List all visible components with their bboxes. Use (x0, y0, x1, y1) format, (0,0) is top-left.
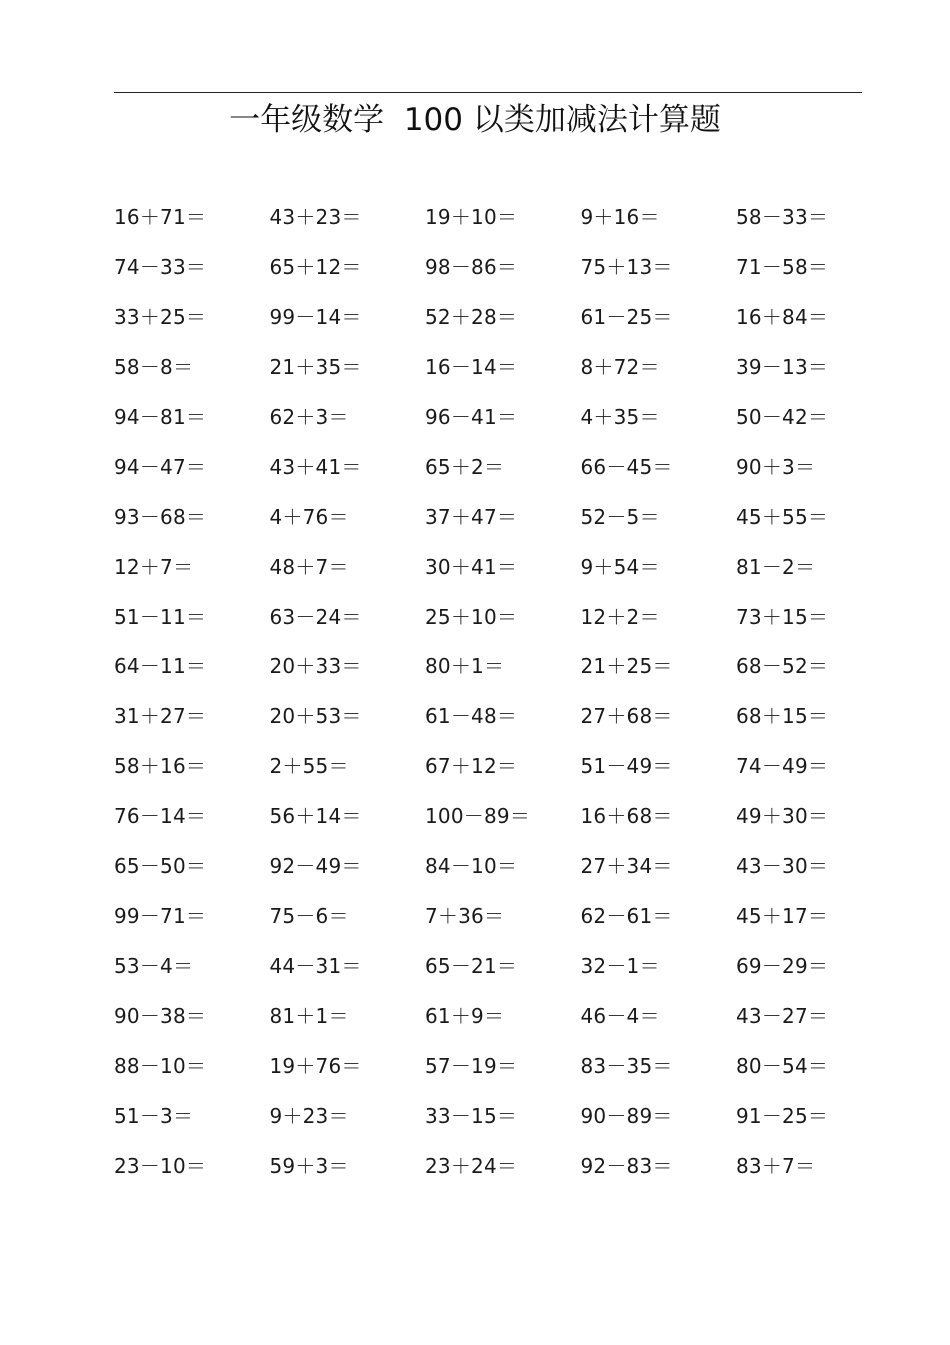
problem-item: 91－25＝ (736, 1103, 829, 1128)
problem-item: 57－19＝ (425, 1053, 518, 1078)
problem-item: 51－11＝ (114, 604, 207, 629)
problem-row (114, 450, 894, 500)
problem-item: 62＋3＝ (269, 404, 349, 429)
problem-row (114, 1149, 894, 1199)
problem-item: 39－13＝ (736, 354, 829, 379)
problem-item: 19＋76＝ (269, 1053, 362, 1078)
problem-item: 32－1＝ (580, 954, 660, 979)
problem-item: 58－8＝ (114, 354, 194, 379)
problem-row (114, 1099, 894, 1149)
problem-item: 74－49＝ (736, 754, 829, 779)
problem-item: 33－15＝ (425, 1103, 518, 1128)
problem-item: 100－89＝ (425, 804, 531, 829)
problem-row (114, 749, 894, 799)
problem-item: 2＋55＝ (269, 754, 349, 779)
problem-item: 68＋15＝ (736, 704, 829, 729)
problem-item: 16－14＝ (425, 354, 518, 379)
problem-item: 84－10＝ (425, 854, 518, 879)
problem-row (114, 500, 894, 550)
problem-item: 46－4＝ (580, 1004, 660, 1028)
problem-item: 43＋41＝ (269, 454, 362, 479)
problem-item: 52＋28＝ (425, 304, 518, 329)
problem-item: 9＋16＝ (580, 205, 660, 229)
problem-item: 93－68＝ (114, 504, 207, 529)
problem-item: 71－58＝ (736, 254, 829, 279)
problem-item: 58－33＝ (736, 205, 829, 229)
problem-item: 4＋76＝ (269, 504, 349, 529)
problem-item: 69－29＝ (736, 954, 829, 979)
problem-item: 68－52＝ (736, 654, 829, 679)
problem-item: 75－6＝ (269, 904, 349, 929)
problem-item: 27＋34＝ (580, 854, 673, 879)
problem-item: 67＋12＝ (425, 754, 518, 779)
problem-row (114, 649, 894, 699)
problem-item: 61＋9＝ (425, 1004, 505, 1028)
problem-row (114, 400, 894, 450)
problem-item: 48＋7＝ (269, 554, 349, 579)
problem-item: 65＋12＝ (269, 254, 362, 279)
problem-item: 23－10＝ (114, 1153, 207, 1178)
problem-item: 7＋36＝ (425, 904, 505, 929)
problem-item: 81＋1＝ (269, 1004, 349, 1028)
problem-item: 25＋10＝ (425, 604, 518, 629)
problem-item: 43－30＝ (736, 854, 829, 879)
problem-row (114, 699, 894, 749)
problem-item: 9＋23＝ (269, 1103, 349, 1128)
problem-row (114, 849, 894, 899)
problem-item: 44－31＝ (269, 954, 362, 979)
problem-item: 49＋30＝ (736, 804, 829, 829)
problem-row (114, 1049, 894, 1099)
problem-item: 53－4＝ (114, 954, 194, 979)
problem-row (114, 600, 894, 650)
problem-item: 8＋72＝ (580, 354, 660, 379)
problem-item: 12＋2＝ (580, 604, 660, 629)
problem-row (114, 949, 894, 999)
problem-item: 16＋84＝ (736, 304, 829, 329)
problem-item: 92－83＝ (580, 1153, 673, 1178)
problem-item: 76－14＝ (114, 804, 207, 829)
problem-row (114, 899, 894, 949)
problem-item: 61－25＝ (580, 304, 673, 329)
page-title: 一年级数学 100 以类加减法计算题 (229, 102, 721, 138)
problem-item: 65－21＝ (425, 954, 518, 979)
problem-item: 16＋71＝ (114, 205, 207, 229)
header-rule (114, 92, 862, 93)
problem-item: 64－11＝ (114, 654, 207, 679)
problem-item: 43－27＝ (736, 1004, 829, 1028)
problem-item: 65＋2＝ (425, 454, 505, 479)
problem-item: 23＋24＝ (425, 1153, 518, 1178)
problem-item: 45＋55＝ (736, 504, 829, 529)
problem-row (114, 799, 894, 849)
problem-item: 27＋68＝ (580, 704, 673, 729)
problem-item: 4＋35＝ (580, 404, 660, 429)
problem-row (114, 300, 894, 350)
problem-item: 74－33＝ (114, 254, 207, 279)
problem-item: 43＋23＝ (269, 205, 362, 229)
problem-item: 33＋25＝ (114, 304, 207, 329)
problem-row (114, 550, 894, 600)
problem-item: 19＋10＝ (425, 205, 518, 229)
problem-item: 99－14＝ (269, 304, 362, 329)
problem-item: 75＋13＝ (580, 254, 673, 279)
problem-item: 83－35＝ (580, 1053, 673, 1078)
problem-item: 9＋54＝ (580, 554, 660, 579)
problem-row (114, 250, 894, 300)
problem-item: 20＋53＝ (269, 704, 362, 729)
problem-item: 90－38＝ (114, 1004, 207, 1028)
problem-row (114, 350, 894, 400)
problem-item: 90＋3＝ (736, 454, 816, 479)
problem-item: 88－10＝ (114, 1053, 207, 1078)
problem-item: 59＋3＝ (269, 1153, 349, 1178)
problem-row (114, 200, 894, 250)
problem-item: 99－71＝ (114, 904, 207, 929)
problem-item: 83＋7＝ (736, 1153, 816, 1178)
problem-item: 31＋27＝ (114, 704, 207, 729)
problem-item: 12＋7＝ (114, 554, 194, 579)
problem-item: 16＋68＝ (580, 804, 673, 829)
problem-item: 98－86＝ (425, 254, 518, 279)
problem-item: 63－24＝ (269, 604, 362, 629)
problem-item: 61－48＝ (425, 704, 518, 729)
problem-item: 37＋47＝ (425, 504, 518, 529)
problem-item: 66－45＝ (580, 454, 673, 479)
problem-item: 94－47＝ (114, 454, 207, 479)
problem-row (114, 999, 894, 1049)
problem-item: 21＋25＝ (580, 654, 673, 679)
problem-item: 21＋35＝ (269, 354, 362, 379)
problem-item: 56＋14＝ (269, 804, 362, 829)
problem-item: 80＋1＝ (425, 654, 505, 679)
problem-item: 80－54＝ (736, 1053, 829, 1078)
problem-item: 51－3＝ (114, 1103, 194, 1128)
problem-item: 73＋15＝ (736, 604, 829, 629)
problem-item: 50－42＝ (736, 404, 829, 429)
problem-item: 20＋33＝ (269, 654, 362, 679)
problem-item: 58＋16＝ (114, 754, 207, 779)
problem-item: 52－5＝ (580, 504, 660, 529)
problem-item: 65－50＝ (114, 854, 207, 879)
problem-grid (114, 200, 894, 1199)
problem-item: 96－41＝ (425, 404, 518, 429)
problem-item: 94－81＝ (114, 404, 207, 429)
problem-item: 92－49＝ (269, 854, 362, 879)
problem-item: 45＋17＝ (736, 904, 829, 929)
problem-item: 90－89＝ (580, 1103, 673, 1128)
problem-item: 51－49＝ (580, 754, 673, 779)
problem-item: 62－61＝ (580, 904, 673, 929)
problem-item: 30＋41＝ (425, 554, 518, 579)
problem-item: 81－2＝ (736, 554, 816, 579)
